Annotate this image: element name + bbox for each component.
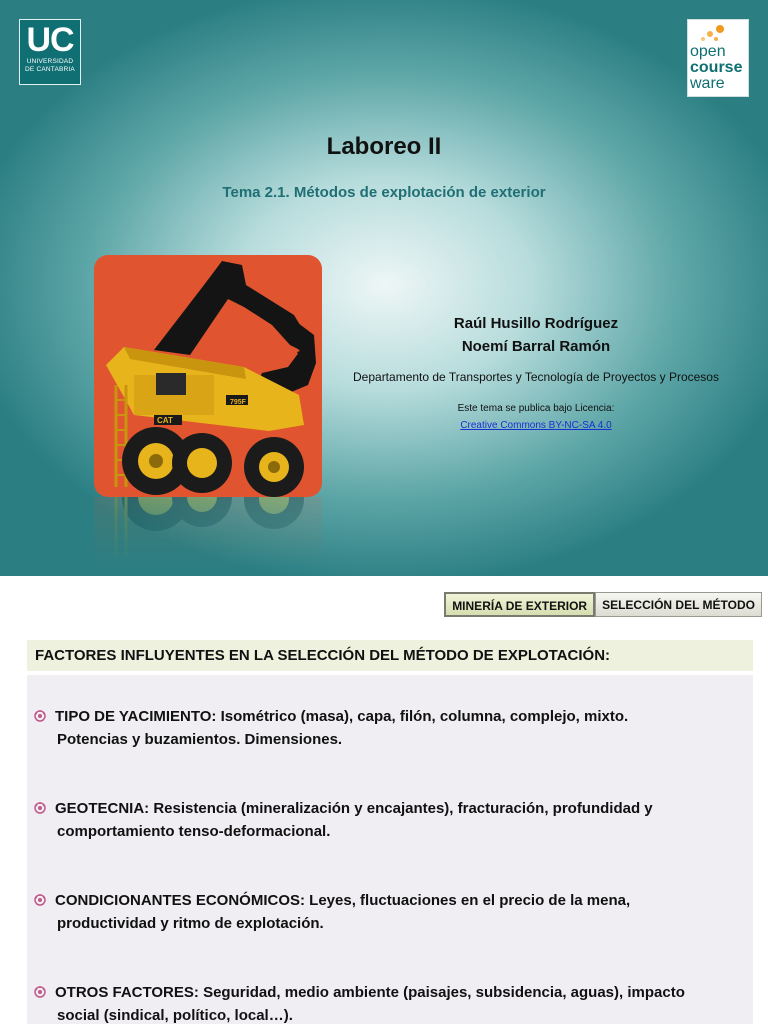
license-block [386, 400, 686, 434]
content-slide [0, 576, 768, 1024]
university-logo-line1: UNIVERSIDAD [26, 58, 74, 65]
ocw-word-ware: ware [690, 75, 725, 92]
haul-truck-image [94, 255, 322, 497]
flower-bullet-icon [33, 893, 47, 907]
factor-3-line1: CONDICIONANTES ECONÓMICOS: Leyes, fluctuaciones en el precio de la mena, [55, 892, 631, 909]
page-title: Laboreo II [326, 133, 442, 160]
page-subtitle: Tema 2.1. Métodos de explotación de exterior [222, 184, 546, 201]
university-logo-line2: DE CANTABRIA [25, 66, 75, 73]
factor-2-line2: comportamiento tenso-deformacional. [57, 823, 331, 840]
university-logo [19, 19, 81, 85]
flower-bullet-icon [33, 709, 47, 723]
section-heading: FACTORES INFLUYENTES EN LA SELECCIÓN DEL MÉTODO DE EXPLOTACIÓN: [27, 640, 753, 671]
list-item [33, 705, 733, 751]
factor-3-line2: productividad y ritmo de explotación. [57, 915, 324, 932]
authors-block [346, 312, 726, 358]
university-logo-letters: UC [26, 21, 74, 59]
truck-model-label: 795F [230, 399, 246, 406]
author-name-1: Raúl Husillo Rodríguez [453, 315, 619, 332]
ocw-word-course: course [690, 59, 743, 76]
ocw-word-open: open [690, 43, 726, 60]
factor-2-line1: GEOTECNIA: Resistencia (mineralización y encajantes), fracturación, profundidad y [55, 800, 653, 817]
list-item [33, 889, 733, 935]
factors-list [27, 675, 753, 1024]
department-name: Departamento de Transportes y Tecnología de Proyectos y Procesos [353, 370, 719, 384]
author-name-2: Noemí Barral Ramón [461, 338, 611, 355]
flower-bullet-icon [33, 985, 47, 999]
truck-brand-badge: CAT [157, 416, 173, 425]
section-nav [444, 592, 762, 617]
factor-1-line2: Potencias y buzamientos. Dimensiones. [57, 731, 343, 748]
list-item [33, 981, 733, 1027]
nav-button-mineria-exterior[interactable]: MINERÍA DE EXTERIOR [444, 592, 595, 617]
list-item [33, 797, 733, 843]
opencourseware-logo [687, 19, 749, 97]
ocw-dots-icon [698, 24, 728, 44]
nav-button-seleccion-metodo[interactable]: SELECCIÓN DEL MÉTODO [595, 592, 762, 617]
factor-4-line1: OTROS FACTORES: Seguridad, medio ambiente (paisajes, subsidencia, aguas), impacto [55, 984, 685, 1001]
factor-1-line1: TIPO DE YACIMIENTO: Isométrico (masa), capa, filón, columna, complejo, mixto. [55, 708, 629, 725]
haul-truck-reflection [94, 497, 322, 567]
flower-bullet-icon [33, 801, 47, 815]
factor-4-line2: social (sindical, político, local…). [57, 1007, 293, 1024]
license-text: Este tema se publica bajo Licencia: [457, 403, 615, 414]
license-link[interactable]: Creative Commons BY-NC-SA 4.0 [460, 420, 612, 431]
